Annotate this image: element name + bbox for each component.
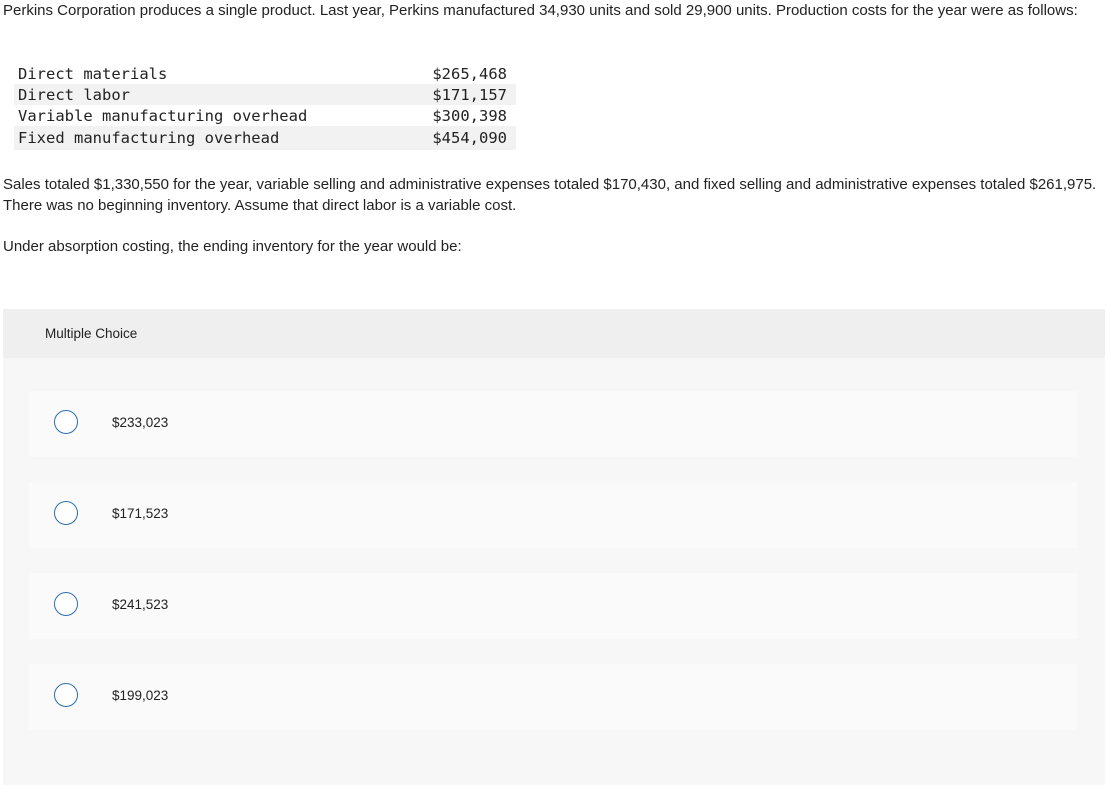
table-row: [14, 63, 516, 84]
cost-label: Variable manufacturing overhead: [18, 106, 308, 125]
choice-label: $171,523: [112, 506, 169, 521]
choice-option-d[interactable]: [29, 664, 1077, 730]
choice-option-b[interactable]: [29, 482, 1077, 548]
choice-option-a[interactable]: [29, 391, 1077, 457]
radio-button-icon[interactable]: [54, 410, 78, 434]
radio-button-icon[interactable]: [54, 592, 78, 616]
choice-label: $233,023: [112, 415, 169, 430]
radio-button-icon[interactable]: [54, 683, 78, 707]
multiple-choice-title: Multiple Choice: [45, 326, 138, 341]
table-row: [14, 84, 516, 105]
cost-label: Direct labor: [14, 84, 378, 105]
choice-label: $199,023: [112, 688, 169, 703]
cost-value: $300,398: [432, 106, 507, 125]
multiple-choice-header: [3, 309, 1105, 358]
cost-value: $265,468: [432, 64, 507, 83]
table-row: [14, 126, 516, 150]
cost-value: $171,157: [378, 84, 516, 105]
question-prompt: Under absorption costing, the ending inventory for the year would be:: [3, 238, 462, 255]
choice-option-c[interactable]: [29, 573, 1077, 639]
radio-button-icon[interactable]: [54, 501, 78, 525]
choice-label: $241,523: [112, 597, 169, 612]
cost-value: $454,090: [378, 126, 516, 150]
multiple-choice-panel: [3, 309, 1105, 785]
sales-paragraph: Sales totaled $1,330,550 for the year, variable selling and administrative expenses totaled $170,430, and fixed selling and administrative expenses totaled $261,975. There was no beginning inventory. Assume that direct labor is a variable cost.: [3, 176, 1097, 214]
cost-label: Direct materials: [18, 64, 168, 83]
table-row: [14, 105, 516, 126]
cost-label: Fixed manufacturing overhead: [14, 126, 378, 150]
production-costs-table: [14, 63, 516, 150]
problem-intro: Perkins Corporation produces a single product. Last year, Perkins manufactured 34,930 units and sold 29,900 units. Production costs for the year were as follows:: [3, 2, 1078, 19]
